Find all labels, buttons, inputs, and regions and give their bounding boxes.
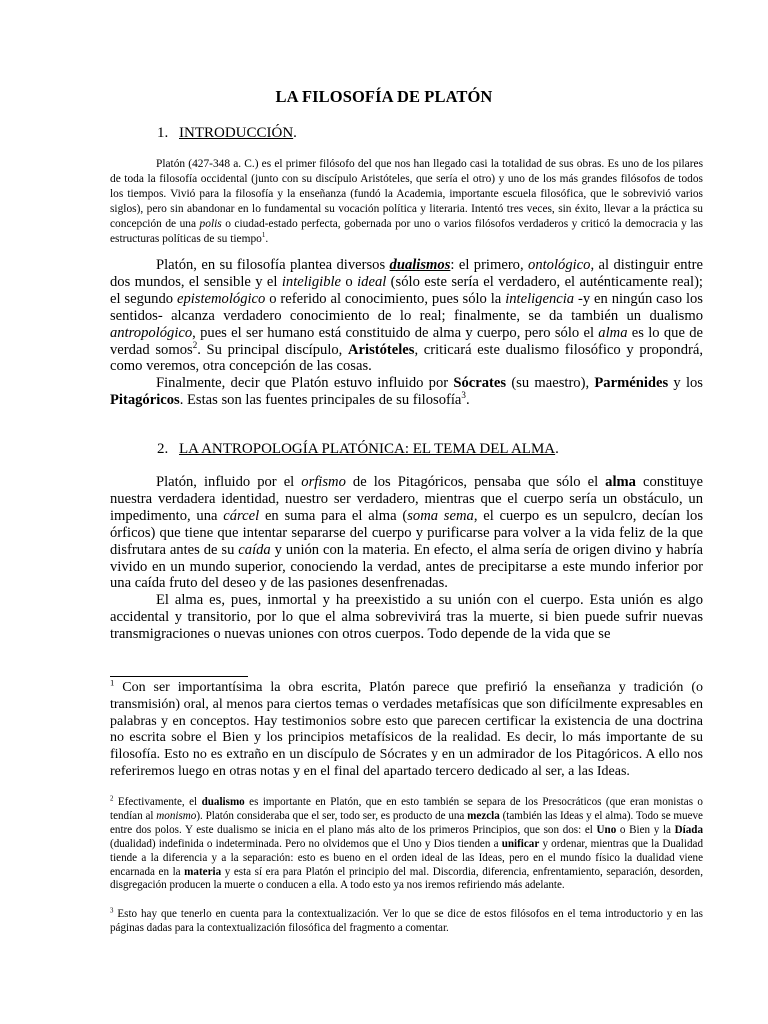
text-run: Efectivamente, el xyxy=(113,796,202,808)
text-run: . xyxy=(265,233,269,245)
footnote-text: Con ser importantísima la obra escrita, Platón parece que prefirió la enseñanza y tradición (o transmisión) oral, al menos para ciertos temas o verdades metafísicas que son difícilmente expresables en palabras y en conceptos. Hay testimonios sobre esto que parecen certificar la existencia de una doctrina no escrita sobre el Bien y los principios metafísicos de la realidad. Es decir, lo más importante de su filosofía. Esto no es extraño en un discípulo de Sócrates y en un admirador de los Pitagóricos. A ello nos referiremos luego en otras notas y en el final del apartado tercero dedicado al ser, a las Ideas. xyxy=(110,680,703,779)
text-run: ). Platón consideraba que el ser, todo ser, es producto de una xyxy=(196,809,468,822)
italic-term: orfismo xyxy=(301,474,346,490)
footnote-number: 3 xyxy=(110,907,114,915)
italic-term: polis xyxy=(199,218,222,230)
bold-term: mezcla xyxy=(467,809,500,822)
bold-term: Pitagóricos xyxy=(110,392,180,409)
section-number: 2. xyxy=(157,441,169,457)
section-number: 1. xyxy=(157,125,169,141)
footnote-text: Esto hay que tenerlo en cuenta para la contextualización. Ver lo que se dice de estos filósofos en el tema introductorio y en las páginas dadas para la contextualización filosófica del fragmento a comentar. xyxy=(110,908,703,934)
italic-term: soma sema xyxy=(407,507,474,524)
text-run: , al distinguir entre dos mundos, el sensible y el xyxy=(110,257,703,290)
bold-term: unificar xyxy=(501,837,540,850)
text-run: -y en ningún caso los sentidos- alcanza verdadero conocimiento de lo real; finalmente, se da también un dualismo xyxy=(110,290,703,324)
bold-term: Parménides xyxy=(594,375,669,392)
section-title: LA ANTROPOLOGÍA PLATÓNICA: EL TEMA DEL ALMA xyxy=(179,441,556,457)
text-run: (sólo este sería el verdadero, el auténticamente real); el segundo xyxy=(110,273,703,307)
text-run: Finalmente, decir que Platón estuvo influido por xyxy=(156,375,454,392)
italic-term: antropológico xyxy=(110,324,193,341)
footnote-ref[interactable]: 1 xyxy=(261,231,266,240)
bold-term: Uno xyxy=(596,823,617,836)
text-run: constituye nuestra verdadera identidad, nuestro ser verdadero, mientras que el cuerpo sería un obstáculo, un impedimento, una xyxy=(110,474,703,524)
text-run: . Estas son las fuentes principales de su filosofía xyxy=(179,392,462,409)
text-run: : el primero, xyxy=(450,257,529,273)
italic-term: cárcel xyxy=(223,507,260,524)
italic-term: caída xyxy=(238,541,271,558)
text-run: , el cuerpo es un sepulcro, decían los órficos) que tiene que intentar separarse del cuerpo y purificarse para volver a la vida feliz de la que disfrutara antes de su xyxy=(110,507,704,558)
italic-term: monismo xyxy=(156,809,197,822)
bold-term: Sócrates xyxy=(453,375,507,392)
footnote-3 xyxy=(110,908,703,936)
italic-term: inteligible xyxy=(281,273,342,290)
bold-term: dualismo xyxy=(201,796,245,808)
text-run: y unión con la materia. En efecto, el alma sería de origen divino y habría vivido en un mundo superior, conociendo la verdad, antes de precipitarse a este mundo inferior por una caída fruto del deseo y de las pasiones desenfrenadas. xyxy=(110,541,703,592)
paragraph-alma-inmortal xyxy=(110,592,703,643)
text-run: de los Pitagóricos, pensaba que sólo el xyxy=(345,474,606,490)
footnote-number: 2 xyxy=(110,795,114,803)
paragraph-influencias xyxy=(110,375,703,409)
text-run: , criticará este dualismo filosófico y propondrá, como veremos, otra concepción de las cosas. xyxy=(110,341,703,375)
footnote-separator xyxy=(110,676,248,677)
paragraph-dualismos xyxy=(110,257,703,375)
section-trail: . xyxy=(293,125,297,141)
text-run: es lo que de verdad somos xyxy=(110,324,703,358)
emphasis-term: dualismos xyxy=(389,257,451,273)
footnote-1 xyxy=(110,677,703,781)
text-run: o referido al conocimiento, pues sólo la xyxy=(265,290,506,307)
text-run: y esta sí era para Platón el principio del mal. Discordia, diferencia, enfrentamiento, separación, desorden, disgregación producen la muerte o conducen a ella. A todo esto ya nos iremos refiriendo más adelante. xyxy=(110,865,703,892)
text-run: , pues el ser humano está constituido de alma y cuerpo, pero sólo el xyxy=(192,324,599,341)
document-title: LA FILOSOFÍA DE PLATÓN xyxy=(275,87,493,106)
footnote-ref[interactable]: 2 xyxy=(192,339,198,350)
text-run: El alma es, pues, inmortal y ha preexistido a su unión con el cuerpo. Esta unión es algo accidental y transitorio, por lo que el alma sobrevivirá tras la muerte, si bien puede sufrir nuevas transmigraciones o nuevas uniones con otros cuerpos. Todo depende de la vida que se xyxy=(110,592,703,643)
bold-term: Díada xyxy=(674,823,704,836)
section-heading-introduccion xyxy=(157,125,297,142)
body-text-section-1 xyxy=(110,257,703,409)
footnote-2 xyxy=(110,796,703,893)
section-trail: . xyxy=(555,441,559,457)
text-run: en suma para el alma ( xyxy=(259,507,408,524)
text-run: (también las Ideas y el alma). Todo se mueve entre dos polos. Y este dualismo se inicia en el plano más alto de los primeros Principios, que son dos: el xyxy=(110,809,703,836)
bold-term: alma xyxy=(605,474,636,490)
italic-term: ontológico xyxy=(528,257,591,273)
text-run: . xyxy=(465,392,470,409)
text-run: y los xyxy=(668,375,703,392)
section-heading-antropologia xyxy=(157,441,559,458)
text-run: . Su principal discípulo, xyxy=(197,341,348,358)
text-run: es importante en Platón, que en esto también se separa de los Presocráticos (que eran monistas o tendían al xyxy=(110,796,703,822)
footnote-number: 1 xyxy=(110,677,115,688)
text-run: Platón (427-348 a. C.) es el primer filósofo del que nos han llegado casi la totalidad de sus obras. Es uno de los pilares de toda la filosofía occidental (junto con su discípulo Aristóteles, que sería el otro) y uno de los más grandes filósofos de todos los tiempos. Vivió para la filosofía y la enseñanza (fundó la Academia, importante escuela filosófica, que le sobrevivió varios siglos), pero sin abandonar en lo fundamental su vocación política y literaria. Intentó tres veces, sin éxito, llevar a la práctica su concepción de una xyxy=(110,158,703,230)
text-run: Platón, en su filosofía plantea diversos xyxy=(156,257,390,273)
text-run: (su maestro), xyxy=(506,375,595,392)
italic-term: ideal xyxy=(357,273,387,290)
footnote-ref[interactable]: 3 xyxy=(461,390,466,401)
text-run: y ordenar, mientras que la Dualidad tiende a la diferencia y a la separación: esto es bueno en el orden ideal de las Ideas, pero en el mundo físico la dualidad viene encarnada en la xyxy=(110,837,703,878)
intro-paragraph xyxy=(110,157,703,247)
italic-term: inteligencia xyxy=(505,290,575,307)
paragraph-orfismo xyxy=(110,474,703,592)
body-text-section-2 xyxy=(110,474,703,643)
text-run: Platón, influido por el xyxy=(156,474,302,490)
text-run: o ciudad-estado perfecta, gobernada por uno o varios filósofos verdaderos y criticó la democracia y las estructuras políticas de su tiempo xyxy=(110,218,703,245)
text-run: o Bien y la xyxy=(616,823,675,836)
italic-term: epistemológico xyxy=(176,290,266,307)
text-run: (dualidad) indefinida o indeterminada. Pero no olvidemos que el Uno y Dios tienden a xyxy=(110,837,502,850)
italic-term: alma xyxy=(598,324,628,341)
bold-term: Aristóteles xyxy=(348,341,415,358)
bold-term: materia xyxy=(184,865,222,878)
text-run: o xyxy=(341,273,358,290)
section-title: INTRODUCCIÓN xyxy=(179,125,294,141)
